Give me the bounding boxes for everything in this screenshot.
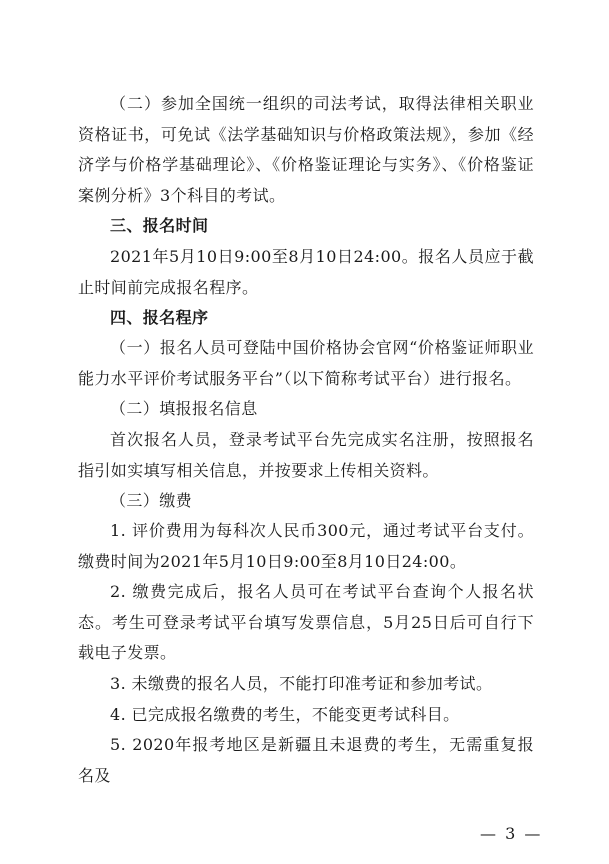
paragraph-payment-fee: 1. 评价费用为每科次人民币300元，通过考试平台支付。缴费时间为2021年5月10日9:00至8月10日24:00。 xyxy=(78,521,534,571)
paragraph-exemption: （二）参加全国统一组织的司法考试，取得法律相关职业资格证书，可免试《法学基础知识与价格政策法规》，参加《经济学与价格学基础理论》、《价格鉴证理论与实务》、《价格鉴证案例分析》3个科目的考试。 xyxy=(78,94,534,205)
paragraph-registration-time: 2021年5月10日9:00至8月10日24:00。报名人员应于截止时间前完成报名程序。 xyxy=(78,247,534,297)
paragraph-xinjiang: 5. 2020年报考地区是新疆且未退费的考生，无需重复报名及 xyxy=(78,735,534,785)
paragraph-fill-info-heading: （二）填报报名信息 xyxy=(110,399,258,418)
page-number: — 3 — xyxy=(480,824,543,843)
paragraph-register-online: （一）报名人员可登陆中国价格协会官网“价格鉴证师职业能力水平评价考试服务平台”（以下简称考试平台）进行报名。 xyxy=(78,338,534,388)
heading-registration-procedure: 四、报名程序 xyxy=(110,308,209,327)
paragraph-fill-info: 首次报名人员，登录考试平台先完成实名注册，按照报名指引如实填写相关信息，并按要求上传相关资料。 xyxy=(78,430,534,480)
heading-registration-time: 三、报名时间 xyxy=(110,216,209,235)
paragraph-payment-status: 2. 缴费完成后，报名人员可在考试平台查询个人报名状态。考生可登录考试平台填写发票信息，5月25日后可自行下载电子发票。 xyxy=(78,582,534,662)
paragraph-unpaid: 3. 未缴费的报名人员，不能打印准考证和参加考试。 xyxy=(110,674,493,693)
paragraph-payment-heading: （三）缴费 xyxy=(110,491,193,510)
paragraph-no-subject-change: 4. 已完成报名缴费的考生，不能变更考试科目。 xyxy=(110,705,460,724)
